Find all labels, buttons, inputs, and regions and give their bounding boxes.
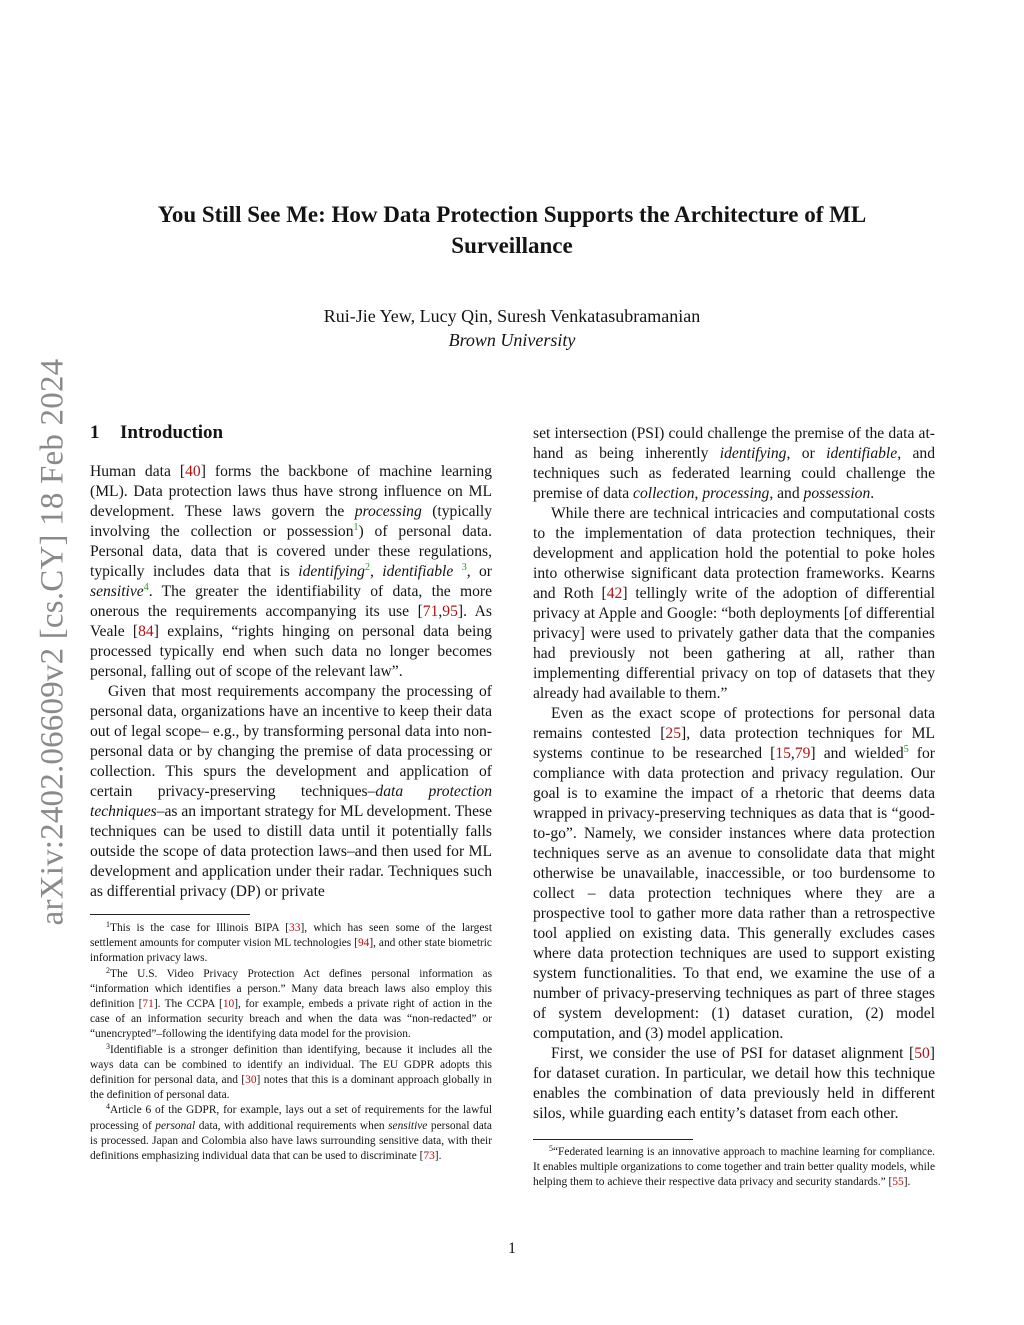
affiliation: Brown University <box>448 330 576 350</box>
page-number: 1 <box>508 1240 516 1257</box>
paragraph: set intersection (PSI) could challenge the premise of the data at-hand as being inherently identifying, or identifiable, and techniques such as federated learning could challenge the premise of data collection, processing, and possession. <box>533 425 935 502</box>
right-column <box>533 424 935 1124</box>
footnote: $^5$“Federated learning is an innovative approach to machine learning for compliance. It enables multiple organizations to come together and train better quality models, while helping them to achieve their respective data privacy and security standards.” [55]. <box>533 1144 935 1189</box>
section-number: 1 <box>90 422 100 443</box>
citation-link[interactable]: 33 <box>289 922 301 934</box>
paragraph: Human data [40] forms the backbone of machine learning (ML). Data protection laws thus have strong influence on ML development. These laws govern the processing (typically involving the collection or possession$^1$) of personal data. Personal data, data that is covered under these regulations, typically includes data that is identifying$^2$, identifiable $^3$, or sensitive$^4$. The greater the identifiability of data, the more onerous the requirements accompanying its use [71,95]. As Veale [84] explains, “rights hinging on personal data being processed typically end when such data no longer becomes personal, falling out of scope of the relevant law”. <box>90 463 493 680</box>
paragraph: While there are technical intricacies and computational costs to the implementation of data protection techniques, their development and application hold the potential to poke holes into otherwise significant data protection frameworks. Kearns and Roth [42] tellingly write of the adoption of differential privacy at Apple and Google: “both deployments [of differential privacy] were used to privately gather data that the companies had previously not been gathering at all, rather than implementing differential privacy on top of datasets that they already had available to them.” <box>533 505 935 702</box>
footnote: $^1$This is the case for Illinois BIPA [33], which has seen some of the largest settlement amounts for computer vision ML technologies [94], and other state biometric information privacy laws. <box>90 920 492 965</box>
footnote-marker[interactable]: 3 <box>461 562 467 573</box>
citation-link[interactable]: 25 <box>665 725 682 742</box>
author-list: Rui-Jie Yew, Lucy Qin, Suresh Venkatasubramanian <box>323 306 701 326</box>
footnote-marker[interactable]: 2 <box>364 562 370 573</box>
paper-title <box>120 199 904 261</box>
footnotes-left <box>90 921 492 1164</box>
arxiv-stamp: arXiv:2402.06609v2 [cs.CY] 18 Feb 2024 <box>34 358 71 926</box>
footnote-rule <box>90 914 250 915</box>
footnote-rule <box>533 1139 693 1140</box>
title-line-1: You Still See Me: How Data Protection Supports the Architecture of ML <box>157 202 867 227</box>
citation-link[interactable]: 71 <box>422 603 439 620</box>
citation-link[interactable]: 84 <box>138 623 154 640</box>
section-heading <box>90 421 492 445</box>
left-column <box>90 421 492 902</box>
footnote-marker[interactable]: 4 <box>143 582 149 593</box>
citation-link[interactable]: 40 <box>185 463 201 480</box>
footnote: $^3$Identifiable is a stronger definition than identifying, because it includes all the ways data can be combined to identify an individual. The EU GDPR adopts this definition for personal data, and [30] notes that this is a dominant approach globally in the definition of personal data. <box>90 1041 492 1102</box>
citation-link[interactable]: 71 <box>142 998 154 1011</box>
paragraph: First, we consider the use of PSI for dataset alignment [50] for dataset curation. In particular, we detail how this technique enables the combination of data previously held in different silos, while guarding each entity’s dataset from each other. <box>533 1045 935 1122</box>
footnote: $^2$The U.S. Video Privacy Protection Act defines personal information as “information which identifies a person.” Many data breach laws also employ this definition [71]. The CCPA [10], for example, embeds a private right of action in the case of an information security breach and when the data was “non-redacted” or “unencrypted”–following the identifying data model for the provision. <box>90 965 493 1041</box>
paragraph: Given that most requirements accompany the processing of personal data, organizations have an incentive to keep their data out of legal scope– e.g., by transforming personal data into non-personal data or by changing the premise of data processing or collection. This spurs the development and application of certain privacy-preserving techniques–data protection techniques–as an important strategy for ML development. These techniques can be used to distill data until it potentially falls outside the scope of data protection laws–and then used for ML development and application under their radar. Techniques such as differential privacy (DP) or private <box>90 683 493 900</box>
title-line-2: Surveillance <box>451 233 573 258</box>
citation-link[interactable]: 10 <box>222 998 235 1011</box>
citation-link[interactable]: 79 <box>794 745 811 762</box>
citation-link[interactable]: 55 <box>892 1176 904 1189</box>
footnote: $^4$Article 6 of the GDPR, for example, lays out a set of requirements for the lawful processing of personal data, with additional requirements when sensitive personal data is processed. Japan and Colombia also have laws surrounding sensitive data, with their definitions emphasizing individual data that can be used to discriminate [73]. <box>90 1102 492 1163</box>
citation-link[interactable]: 15 <box>775 745 791 762</box>
paragraph: Even as the exact scope of protections for personal data remains contested [25], data protection techniques for ML systems continue to be researched [15,79] and wielded$^5$ for compliance with data protection and privacy regulation. Our goal is to examine the impact of a rhetoric that deems data wrapped in privacy-preserving techniques as data that is “good-to-go”. Namely, we consider instances where data protection techniques serve as an avenue to consolidate data that might otherwise be unavailable, inaccessible, or too burdensome to collect – data protection techniques where they are a prospective tool to gather more data rather than a retrospective tool applied on existing data. This generally excludes cases where data protection techniques are used to support existing system functionalities. To that end, we examine the use of a number of privacy-preserving techniques as part of three stages of system development: (1) dataset curation, (2) model computation, and (3) model application. <box>533 705 935 1042</box>
footnotes-right <box>533 1145 935 1191</box>
footnote-marker[interactable]: 5 <box>903 744 909 755</box>
citation-link[interactable]: 94 <box>357 937 370 950</box>
citation-link[interactable]: 50 <box>914 1045 930 1062</box>
footnote-marker[interactable]: 1 <box>353 522 359 533</box>
citation-link[interactable]: 73 <box>423 1150 435 1163</box>
citation-link[interactable]: 42 <box>606 585 623 602</box>
citation-link[interactable]: 95 <box>442 603 458 620</box>
section-title: Introduction <box>120 422 224 443</box>
citation-link[interactable]: 30 <box>245 1074 257 1087</box>
